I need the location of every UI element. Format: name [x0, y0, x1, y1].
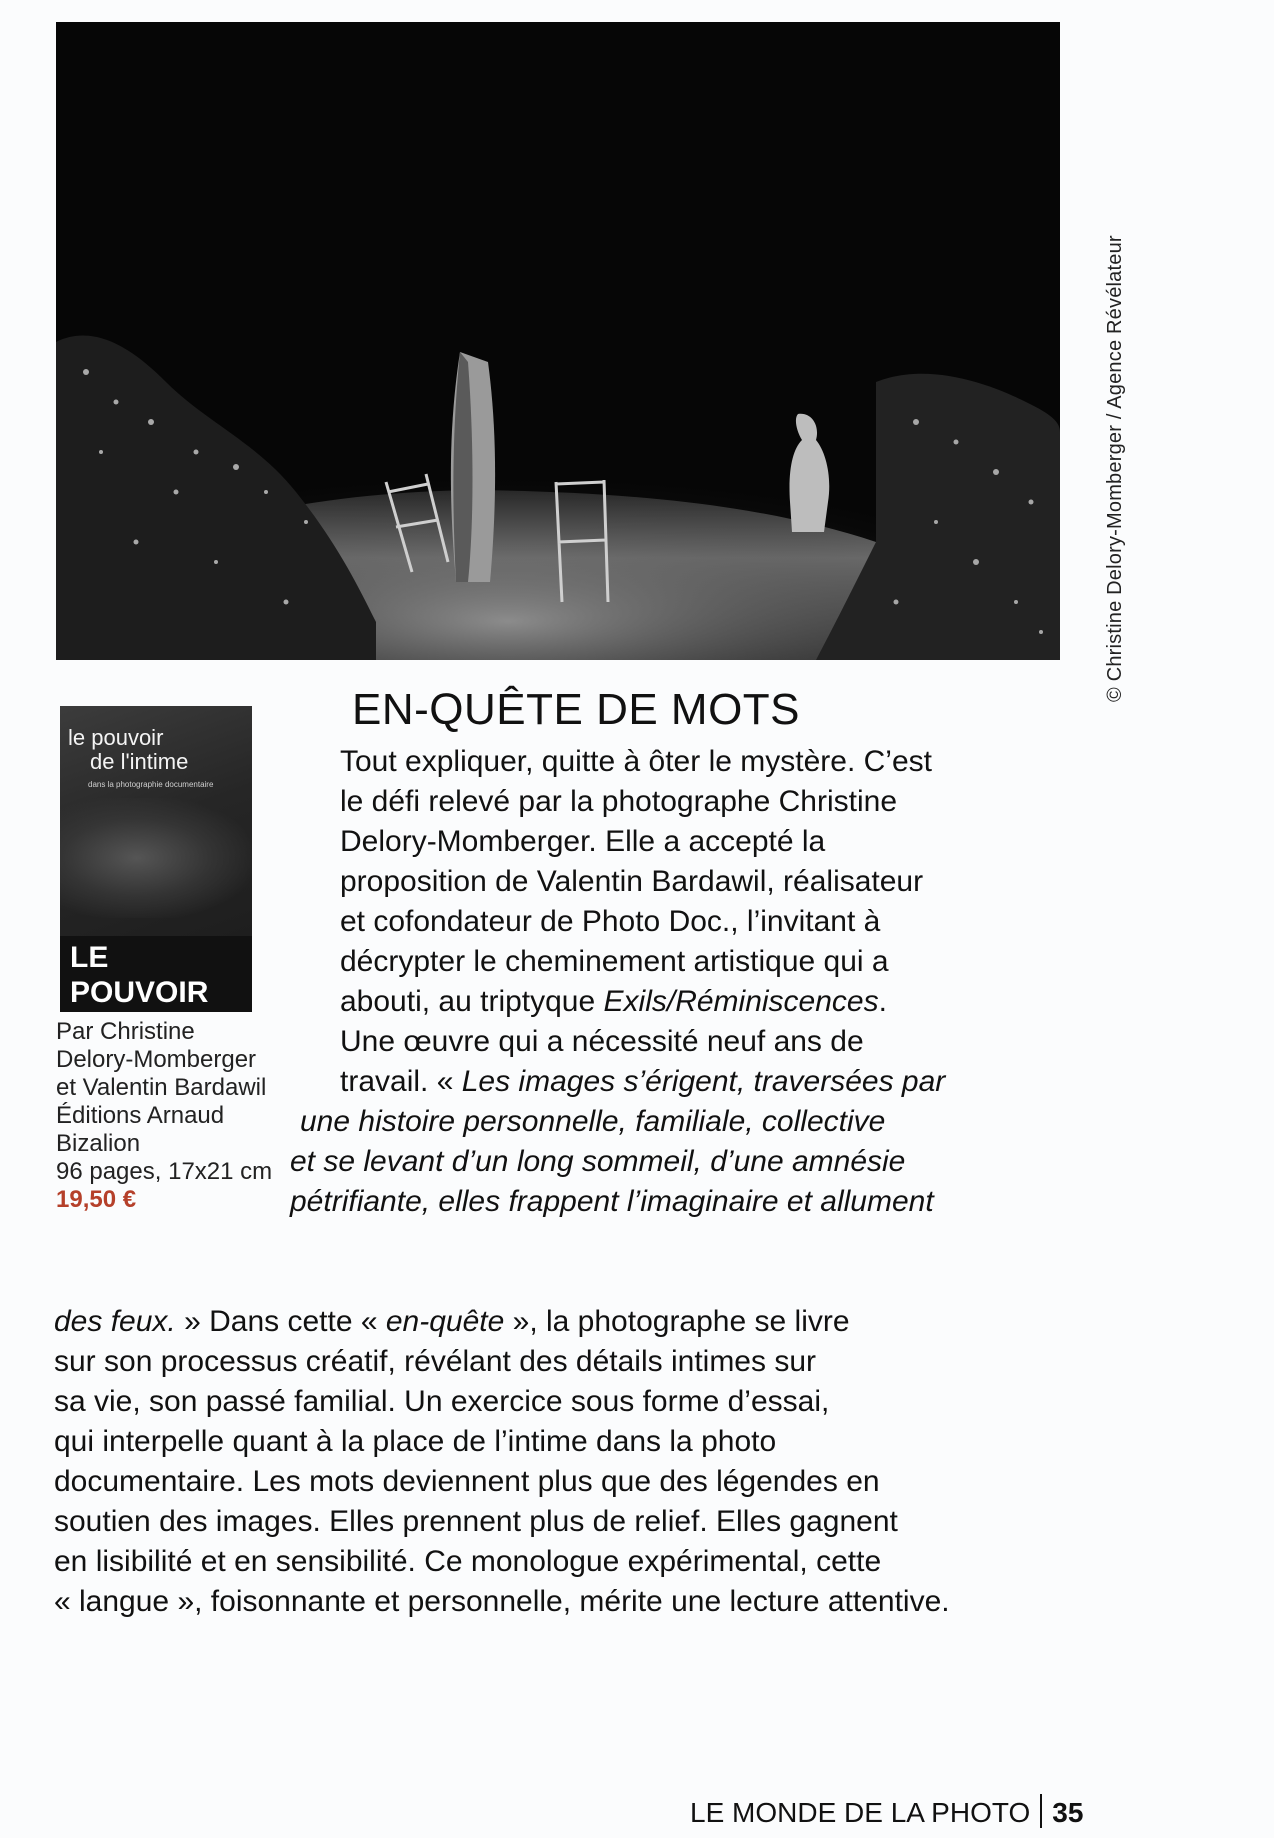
body-italic: en-quête [385, 1305, 505, 1338]
body-line: qui interpelle quant à la place de l’intime dans la photo [54, 1425, 777, 1458]
article-photo [56, 22, 1060, 660]
body-italic: et se levant d’un long sommeil, d’une amnésie [290, 1145, 906, 1178]
book-author-line1: Par Christine [56, 1018, 195, 1045]
body-line: en lisibilité et en sensibilité. Ce monologue expérimental, cette [54, 1545, 882, 1578]
book-publisher-line1: Éditions Arnaud [56, 1102, 225, 1129]
cover-texture [60, 798, 252, 918]
book-cover [60, 706, 252, 1012]
body-line: soutien des images. Elles prennent plus de relief. Elles gagnent [54, 1505, 898, 1538]
body-italic: des feux. [54, 1305, 176, 1338]
body-italic: pétrifiante, elles frappent l’imaginaire et allument [290, 1185, 934, 1218]
cover-subtitle: dans la photographie documentaire [88, 780, 214, 789]
band-line1: LE POUVOIR [70, 941, 209, 1009]
body-line [290, 1142, 945, 1182]
body-line: Delory-Momberger. Elle a accepté la [340, 825, 826, 858]
cover-title-line1: le pouvoir [68, 725, 164, 750]
article-body-bottom [54, 1302, 950, 1622]
body-line: décrypter le cheminement artistique qui a [340, 945, 889, 978]
body-line [340, 1062, 945, 1102]
body-italic: une histoire personnelle, familiale, collective [300, 1105, 886, 1138]
book-format: 96 pages, 17x21 cm [56, 1158, 273, 1185]
body-line: documentaire. Les mots deviennent plus que des légendes en [54, 1465, 880, 1498]
body-line [290, 1182, 945, 1222]
garden-photo-illustration [56, 22, 1060, 660]
body-line [54, 1302, 950, 1342]
article-headline: EN-QUÊTE DE MOTS [352, 685, 801, 734]
cover-title-band [60, 936, 252, 1012]
magazine-name: LE MONDE DE LA PHOTO [690, 1797, 1031, 1828]
cover-title-line2: de l'intime [90, 749, 189, 774]
body-italic: Exils/Réminiscences [603, 985, 879, 1018]
body-text: . [878, 985, 887, 1018]
body-line: « langue », foisonnante et personnelle, mérite une lecture attentive. [54, 1585, 950, 1618]
body-line [340, 982, 945, 1022]
body-line: sa vie, son passé familial. Un exercice sous forme d’essai, [54, 1385, 830, 1418]
book-publisher-line2: Bizalion [56, 1130, 141, 1157]
body-text: abouti, au triptyque [340, 985, 604, 1018]
cover-title [68, 726, 246, 774]
body-line: le défi relevé par la photographe Christine [340, 785, 898, 818]
body-text: » Dans cette « [175, 1305, 386, 1338]
book-price: 19,50 € [56, 1186, 137, 1213]
photo-credit: © Christine Delory-Momberger / Agence Révélateur [1104, 235, 1126, 702]
body-line: et cofondateur de Photo Doc., l’invitant à [340, 905, 881, 938]
band-line2 [70, 1010, 252, 1012]
body-line: Tout expliquer, quitte à ôter le mystère. C’est [340, 745, 932, 778]
body-italic: Les images s’érigent, traversées par [461, 1065, 946, 1098]
book-author-line2: Delory-Momberger [56, 1046, 257, 1073]
body-line: sur son processus créatif, révélant des détails intimes sur [54, 1345, 816, 1378]
body-text: travail. « [340, 1065, 462, 1098]
body-line [300, 1102, 945, 1142]
page-footer [690, 1794, 1083, 1829]
body-line: Une œuvre qui a nécessité neuf ans de [340, 1025, 864, 1058]
footer-divider [1040, 1794, 1042, 1828]
article-body-top [290, 742, 946, 1222]
body-text: », la photographe se livre [504, 1305, 850, 1338]
book-author-line3: et Valentin Bardawil [56, 1074, 267, 1101]
previous-page-bleed [1104, 0, 1274, 1600]
page-number: 35 [1052, 1797, 1084, 1828]
body-line: proposition de Valentin Bardawil, réalisateur [340, 865, 924, 898]
